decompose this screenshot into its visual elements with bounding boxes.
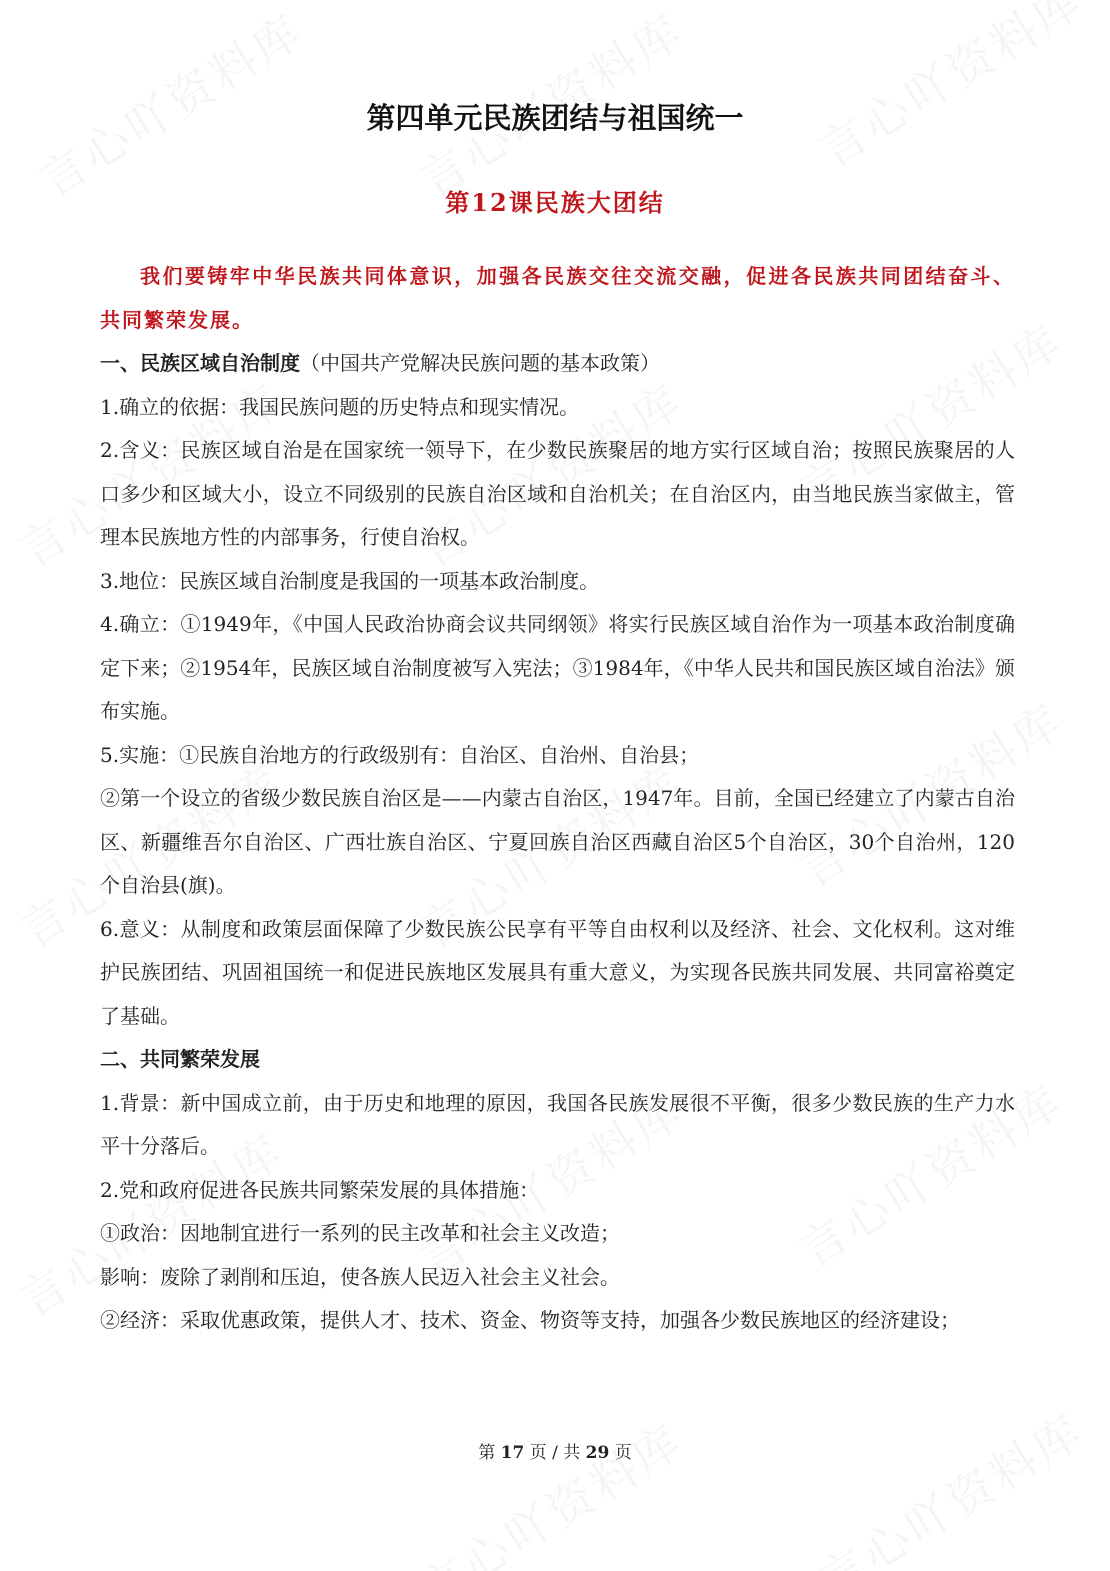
paragraph: 6.意义：从制度和政策层面保障了少数民族公民享有平等自由权利以及经济、社会、文化权利。这对维护民族团结、巩固祖国统一和促进民族地区发展具有重大意义，为实现各民族共同发展、共同富裕奠定了基础。 bbox=[100, 916, 1015, 1028]
section-heading-text: 一、民族区域自治制度 bbox=[100, 351, 300, 375]
footer-prefix: 第 bbox=[478, 1443, 496, 1463]
intro-paragraph: 我们要铸牢中华民族共同体意识，加强各民族交往交流交融，促进各民族共同团结奋斗、共同繁荣发展。 bbox=[100, 264, 1015, 332]
paragraph: ②第一个设立的省级少数民族自治区是——内蒙古自治区，1947年。目前，全国已经建立了内蒙古自治区、新疆维吾尔自治区、广西壮族自治区、宁夏回族自治区西藏自治区5个自治区，30个自治州，120个自治县(旗)。 bbox=[100, 786, 1015, 897]
watermark bbox=[805, 1396, 1094, 1571]
footer-suffix: 页 bbox=[614, 1443, 632, 1463]
paragraph: ②经济：采取优惠政策，提供人才、技术、资金、物资等支持，加强各少数民族地区的经济建设； bbox=[100, 1308, 960, 1332]
section-heading-note: （中国共产党解决民族问题的基本政策） bbox=[300, 351, 660, 375]
total-page-number: 29 bbox=[585, 1443, 610, 1463]
paragraph: 影响：废除了剥削和压迫，使各族人民迈入社会主义社会。 bbox=[100, 1264, 620, 1289]
section-heading-2: 二、共同繁荣发展 bbox=[100, 1047, 260, 1071]
watermark bbox=[805, 0, 1094, 180]
paragraph: 5.实施：①民族自治地方的行政级别有：自治区、自治州、自治县； bbox=[100, 742, 700, 767]
paragraph: 1.确立的依据：我国民族问题的历史特点和现实情况。 bbox=[100, 394, 580, 419]
document-body bbox=[100, 255, 1015, 1343]
paragraph: 4.确立：①1949年，《中国人民政治协商会议共同纲领》将实行民族区域自治作为一项基本政治制度确定下来；②1954年，民族区域自治制度被写入宪法；③1984年，《中华人民共和国民族区域自治法》颁布实施。 bbox=[100, 612, 1015, 723]
watermark bbox=[405, 1406, 694, 1571]
paragraph: 2.含义：民族区域自治是在国家统一领导下，在少数民族聚居的地方实行区域自治；按照民族聚居的人口多少和区域大小，设立不同级别的民族自治区域和自治机关；在自治区内，由当地民族当家做主，管理本民族地方性的内部事务，行使自治权。 bbox=[100, 438, 1015, 549]
page-footer bbox=[0, 1438, 1110, 1463]
section-heading-1 bbox=[100, 342, 1015, 386]
paragraph: 1.背景：新中国成立前，由于历史和地理的原因，我国各民族发展很不平衡，很多少数民族的生产力水平十分落后。 bbox=[100, 1090, 1015, 1158]
current-page-number: 17 bbox=[500, 1443, 525, 1463]
lesson-title: 第12课民族大团结 bbox=[445, 188, 665, 217]
unit-title: 第四单元民族团结与祖国统一 bbox=[366, 101, 744, 135]
footer-middle: 页 / 共 bbox=[529, 1443, 581, 1463]
paragraph: 2.党和政府促进各民族共同繁荣发展的具体措施： bbox=[100, 1177, 540, 1202]
paragraph: 3.地位：民族区域自治制度是我国的一项基本政治制度。 bbox=[100, 568, 600, 593]
paragraph: ①政治：因地制宜进行一系列的民主改革和社会主义改造； bbox=[100, 1221, 620, 1245]
